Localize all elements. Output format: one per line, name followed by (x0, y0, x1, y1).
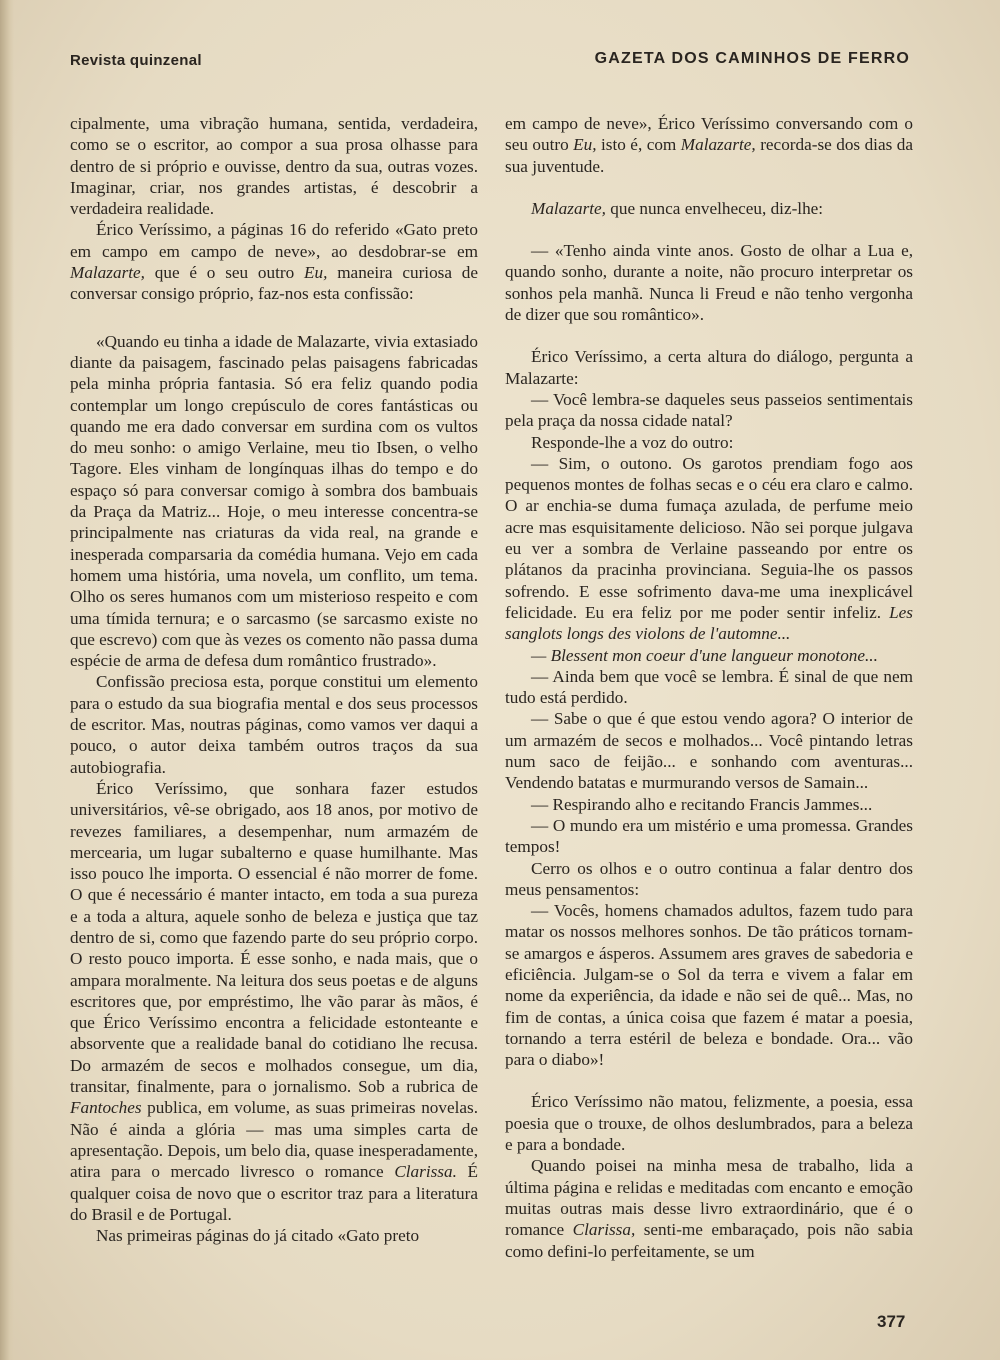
page-number: 377 (877, 1312, 906, 1331)
paragraph: Responde-lhe a voz do outro: (531, 432, 734, 452)
paragraph: em campo de neve», Érico Veríssimo conversando com o seu outro Eu, isto é, com Malazarte, recorda-se dos dias da sua juventude. (505, 114, 913, 176)
dialogue-line: — Respirando alho e recitando Francis Jammes... (531, 794, 873, 814)
right-column (505, 113, 913, 1262)
left-column (70, 113, 478, 1246)
header-journal-title: GAZETA DOS CAMINHOS DE FERRO (594, 50, 910, 67)
paragraph: Érico Veríssimo, a páginas 16 do referido «Gato preto em campo em campo de neve», ao desdobrar-se em Malazarte, que é o seu outro Eu, maneira curiosa de conversar consigo próprio, faz-nos esta confissão: (70, 220, 478, 304)
quotation-paragraph: — «Tenho ainda vinte anos. Gosto de olhar a Lua e, quando sonho, durante a noite, não procuro interpretar os sonhos pela manhã. Nunca li Freud e não tenho vergonha de dizer que sou romântico». (505, 241, 913, 325)
dialogue-line: — Você lembra-se daqueles seus passeios sentimentais pela praça da nossa cidade natal? (505, 389, 913, 431)
dialogue-line: — Vocês, homens chamados adultos, fazem tudo para matar os nossos melhores sonhos. De tão práticos tornam-se amargos e ásperos. Assumem ares graves de sabedoria e eficiência. Julgam-se o Sol da terra e vivem a falar em nome da experiência, da idade e não sei de quê... Mas, no fim de contas, a única coisa que fazem é matar a poesia, tornando a terra estéril de beleza e bondade. Ora... vão para o diabo»! (505, 901, 913, 1070)
paragraph: Nas primeiras páginas do já citado «Gato preto (96, 1226, 420, 1246)
page-fold-shadow (0, 0, 14, 1360)
paragraph: Cerro os olhos e o outro continua a falar dentro dos meus pensamentos: (505, 858, 913, 899)
paragraph: Quando poisei na minha mesa de trabalho, lida a última página e relidas e meditadas com encanto e emoção muitas outras mais desse livro extraordinário, que é o romance Clarissa, senti-me embaraçado, pois não sabia como defini-lo perfeitamente, se um (505, 1156, 914, 1261)
paragraph: Malazarte, que nunca envelheceu, diz-lhe: (531, 198, 824, 218)
paragraph: Érico Veríssimo, a certa altura do diálogo, pergunta a Malazarte: (505, 347, 913, 388)
dialogue-line: — Sabe o que é que estou vendo agora? O interior de um armazém de secos e molhados... Você pintando letras num saco de feijão... e sonhando com aventuras... Vendendo batatas e murmurando versos de Samain... (505, 709, 913, 793)
dialogue-line: — O mundo era um mistério e uma promessa. Grandes tempos! (505, 815, 913, 857)
paragraph: Confissão preciosa esta, porque constitui um elemento para o estudo da sua biografia mental e dos seus processos de escritor. Mas, noutras páginas, como vamos ver daqui a pouco, o autor deixa também outros traços da sua autobiografia. (70, 672, 478, 777)
quotation-paragraph: «Quando eu tinha a idade de Malazarte, vivia extasiado diante da paisagem, fascinado pelas paisagens fabricadas pela minha própria fantasia. Só era feliz quando podia contemplar um longo crepúsculo de cores fantásticas ou quando me era dado conversar em surdina com os vultos do meu sonho: o amigo Verlaine, meu tio Ibsen, o velho Tagore. Eles vinham de longínquas ilhas do tempo e do espaço só para conversar comigo à sombra dos bambuais da Praça da Matriz... Hoje, o meu interesse concentra-se principalmente nas criaturas da vida real, na grande e inesperada comparsaria da comédia humana. Vejo em cada homem uma história, uma novela, um conflito, um tema. Olho os seres humanos com um misterioso respeito e com uma tímida ternura; e o sarcasmo (se sarcasmo existe no que escrevo) com que às vezes os comento não passa duma espécie de arma de defesa dum romântico frustrado». (70, 331, 478, 671)
paragraph: Érico Veríssimo, que sonhara fazer estudos universitários, vê-se obrigado, aos 18 anos, por motivo de revezes familiares, a desempenhar, num armazém de mercearia, um lugar subalterno e quase humilhante. Mas isso pouco lhe importa. O essencial é não morrer de fome. O que é necessário é manter intacto, em toda a sua pureza e a toda a altura, aquele sonho de beleza e justiça que taz dentro de si, como que fazendo parte do seu próprio corpo. O resto pouco importa. É esse sonho, e nada mais, que o ampara moralmente. Na leitura dos seus poetas e de alguns escritores que, por empréstimo, lhe vão parar às mãos, é que Érico Veríssimo encontra a felicidade estonteante e absorvente que a realidade banal do cotidiano lhe recusa. Do armazém de secos e molhados consegue, um dia, transitar, finalmente, para o jornalismo. Sob a rubrica de Fantoches publica, em volume, as suas primeiras novelas. Não é ainda a glória — mas uma simples carta de apresentação. Depois, um belo dia, quase inesperadamente, atira para o mercado livresco o romance Clarissa. É qualquer coisa de novo que o escritor traz para a literatura do Brasil e de Portugal. (70, 778, 478, 1224)
dialogue-line: — Ainda bem que você se lembra. É sinal de que nem tudo está perdido. (505, 666, 913, 708)
running-header (70, 48, 920, 74)
dialogue-line: — Sim, o outono. Os garotos prendiam fogo aos pequenos montes de folhas secas e o céu era claro e calmo. O ar enchia-se duma fumaça azulada, de perfume meio acre mas esquisitamente delicioso. Não sei porque julgava eu ver a sombra de Verlaine passeando por entre os plátanos da pracinha provinciana. Seguia-lhe os passos sofrendo. E esse sofrimento dava-me uma inexplicável felicidade. Eu era feliz por me poder sentir infeliz. Les sanglots longs des violons de l'automne... (505, 453, 913, 644)
paragraph: Érico Veríssimo não matou, felizmente, a poesia, essa poesia que o trouxe, de olhos deslumbrados, para a beleza e para a bondade. (505, 1092, 913, 1155)
paragraph: cipalmente, uma vibração humana, sentida, verdadeira, como se o escritor, ao compor a sua prosa olhasse para dentro de si próprio e ouvisse, dentro da sua, outras vozes. Imaginar, criar, nos grandes artistas, é descobrir a verdadeira realidade. (70, 114, 478, 219)
header-periodicity: Revista quinzenal (70, 52, 202, 69)
dialogue-line: — Blessent mon coeur d'une langueur monotone... (531, 645, 878, 665)
